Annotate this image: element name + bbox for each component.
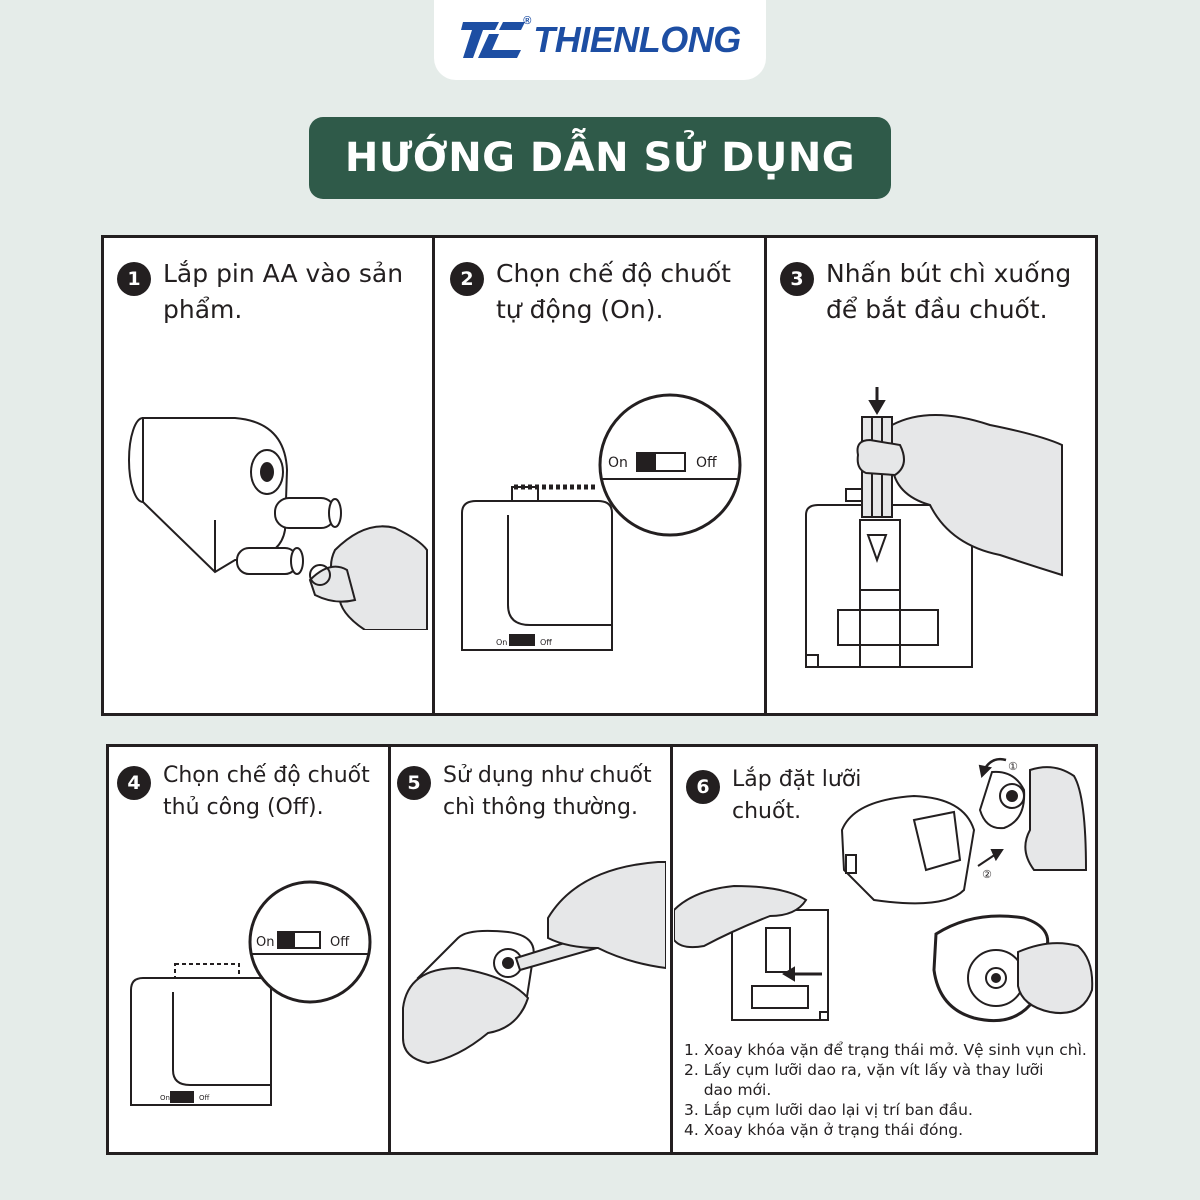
- step-text: Chọn chế độ chuốt thủ công (Off).: [163, 763, 370, 820]
- arrow-two-label: ②: [982, 868, 992, 881]
- step-text: Lắp đặt lưỡi chuốt.: [732, 767, 862, 824]
- note-line: 1. Xoay khóa vặn để trạng thái mở. Vệ sinh vụn chì.: [684, 1041, 1087, 1059]
- step-number-badge: 3: [780, 262, 814, 296]
- step-heading-5: [397, 760, 659, 824]
- brand-logo-mark-icon: [459, 20, 527, 60]
- step-6-illustration: [674, 750, 1096, 1035]
- blade-assembly: [980, 772, 1024, 828]
- zoom-circle-icon: [600, 395, 740, 535]
- step-heading-3: [780, 256, 1080, 328]
- step-text: Sử dụng như chuốt chì thông thường.: [443, 763, 652, 820]
- step-3-illustration: [800, 385, 1090, 675]
- step-text: Nhấn bút chì xuống để bắt đầu chuốt.: [826, 259, 1072, 324]
- switch-on-label-small: On: [496, 638, 508, 647]
- brand-reg-mark: ®: [523, 15, 531, 27]
- page-title: HƯỚNG DẪN SỬ DỤNG: [344, 135, 856, 181]
- step-2-illustration: [450, 385, 750, 660]
- hand-illustration: [1025, 767, 1086, 870]
- note-line: dao mới.: [684, 1081, 772, 1099]
- step-text: Lắp pin AA vào sản phẩm.: [163, 259, 404, 324]
- switch-off-label: Off: [696, 455, 717, 471]
- note-line: 4. Xoay khóa vặn ở trạng thái đóng.: [684, 1121, 964, 1139]
- note-line: 3. Lắp cụm lưỡi dao lại vị trí ban đầu.: [684, 1101, 973, 1119]
- step-number-badge: 1: [117, 262, 151, 296]
- switch-on-label-small: On: [160, 1094, 170, 1102]
- step-text: Chọn chế độ chuốt tự động (On).: [496, 259, 731, 324]
- switch-off-label-small: Off: [199, 1094, 210, 1102]
- hand-illustration: [310, 526, 427, 630]
- title-banner: [309, 117, 891, 199]
- step-number-badge: 5: [397, 766, 431, 800]
- note-line: 2. Lấy cụm lưỡi dao ra, vặn vít lấy và thay lưỡi: [684, 1061, 1044, 1079]
- step-number-badge: 4: [117, 766, 151, 800]
- step-1-illustration: [115, 400, 430, 630]
- step-heading-4: [117, 760, 379, 824]
- step-heading-2: [450, 256, 750, 328]
- brand-name-text: THIENLONG: [533, 19, 741, 60]
- arrow-down-icon: [870, 387, 884, 413]
- step-4-illustration: [125, 880, 380, 1110]
- switch-off-label: Off: [330, 935, 350, 950]
- sharpener-illustration: [842, 796, 974, 903]
- sharpener-illustration: [131, 964, 271, 1105]
- step-5-illustration: [398, 858, 666, 1098]
- zoom-circle-icon: [250, 882, 370, 1002]
- step-number-badge: 2: [450, 262, 484, 296]
- step-number-badge: 6: [686, 770, 720, 804]
- switch-on-label: On: [608, 455, 628, 471]
- arrow-up-right-icon: [978, 850, 1002, 881]
- step-6-notes: [684, 1040, 1104, 1140]
- brand-name: [523, 15, 741, 61]
- brand-header: [434, 0, 766, 80]
- arrow-one-label: ①: [1008, 760, 1018, 773]
- sharpener-illustration: [462, 487, 612, 650]
- switch-on-label: On: [256, 935, 275, 950]
- switch-off-label-small: Off: [540, 638, 552, 647]
- hand-illustration: [1018, 943, 1092, 1013]
- step-heading-1: [117, 256, 417, 328]
